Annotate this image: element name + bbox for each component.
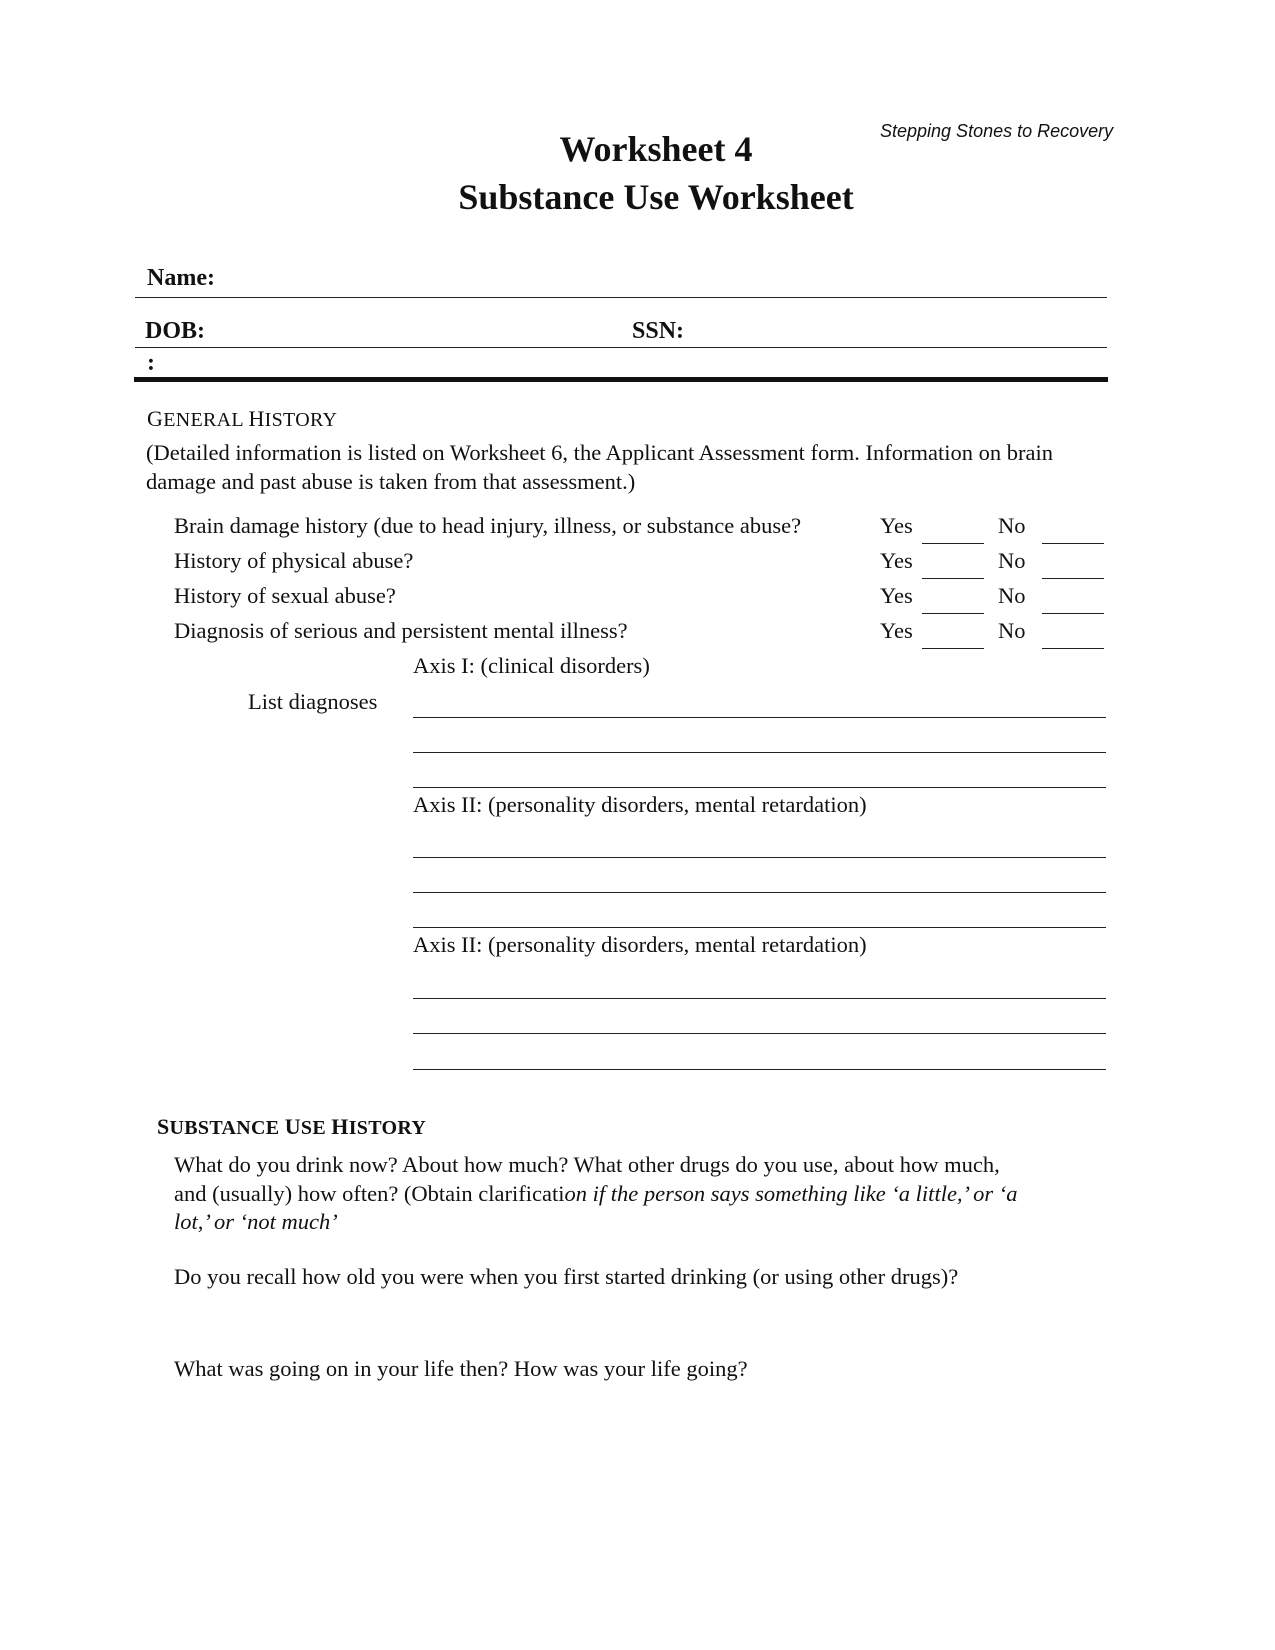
axis-1-line-3[interactable] — [413, 787, 1106, 788]
name-label: Name: — [147, 265, 215, 291]
axis-1-line-1[interactable] — [413, 717, 1106, 718]
name-field-line[interactable] — [135, 297, 1107, 298]
running-head: Stepping Stones to Recovery — [880, 121, 1114, 141]
axis-3-line-3[interactable] — [413, 1069, 1106, 1070]
axis-3-label: Axis II: (personality disorders, mental retardation) — [413, 932, 867, 957]
yes-blank-mental-illness[interactable] — [922, 648, 984, 649]
general-history-intro-line1: (Detailed information is listed on Worksheet 6, the Applicant Assessment form. Information on brain — [146, 440, 1053, 465]
dob-ssn-field-line[interactable] — [135, 347, 1107, 348]
worksheet-title: Substance Use Worksheet — [458, 177, 854, 217]
no-blank-sexual-abuse[interactable] — [1042, 613, 1104, 614]
no-blank-mental-illness[interactable] — [1042, 648, 1104, 649]
ssn-label: SSN: — [632, 318, 685, 344]
axis-3-line-1[interactable] — [413, 998, 1106, 999]
question-current-use-line3: lot,’ or ‘not much’ — [174, 1209, 338, 1234]
general-history-heading: GENERAL HISTORY — [147, 406, 338, 431]
list-diagnoses-label: List diagnoses — [248, 689, 378, 714]
worksheet-number-title: Worksheet 4 — [559, 129, 753, 169]
axis-2-label: Axis II: (personality disorders, mental retardation) — [413, 792, 867, 817]
substance-use-history-heading: SUBSTANCE USE HISTORY — [157, 1114, 427, 1139]
axis-1-label: Axis I: (clinical disorders) — [413, 653, 650, 678]
question-physical-abuse: History of physical abuse? — [174, 548, 414, 573]
axis-2-line-1[interactable] — [413, 857, 1106, 858]
general-history-intro-line2: damage and past abuse is taken from that assessment.) — [146, 469, 636, 494]
yes-label: Yes — [880, 583, 913, 608]
yes-label: Yes — [880, 513, 913, 538]
dob-label: DOB: — [145, 318, 205, 344]
header-divider — [134, 377, 1108, 382]
colon-mark: : — [147, 350, 155, 376]
question-current-use-line2: and (usually) how often? (Obtain clarification if the person says something like ‘a little,’ or ‘a — [174, 1181, 1018, 1206]
question-age-first-use: Do you recall how old you were when you first started drinking (or using other drugs)? — [174, 1264, 959, 1289]
yes-label: Yes — [880, 618, 913, 643]
yes-blank-brain-damage[interactable] — [922, 543, 984, 544]
question-mental-illness: Diagnosis of serious and persistent mental illness? — [174, 618, 628, 643]
question-current-use-line1: What do you drink now? About how much? What other drugs do you use, about how much, — [174, 1152, 1000, 1177]
yes-blank-sexual-abuse[interactable] — [922, 613, 984, 614]
axis-1-line-2[interactable] — [413, 752, 1106, 753]
no-blank-physical-abuse[interactable] — [1042, 578, 1104, 579]
question-sexual-abuse: History of sexual abuse? — [174, 583, 396, 608]
no-label: No — [998, 583, 1026, 608]
no-label: No — [998, 548, 1026, 573]
yes-label: Yes — [880, 548, 913, 573]
no-label: No — [998, 618, 1026, 643]
question-life-then: What was going on in your life then? How was your life going? — [174, 1356, 748, 1381]
axis-2-line-3[interactable] — [413, 927, 1106, 928]
yes-blank-physical-abuse[interactable] — [922, 578, 984, 579]
axis-2-line-2[interactable] — [413, 892, 1106, 893]
axis-3-line-2[interactable] — [413, 1033, 1106, 1034]
no-label: No — [998, 513, 1026, 538]
question-brain-damage: Brain damage history (due to head injury, illness, or substance abuse? — [174, 513, 802, 538]
no-blank-brain-damage[interactable] — [1042, 543, 1104, 544]
